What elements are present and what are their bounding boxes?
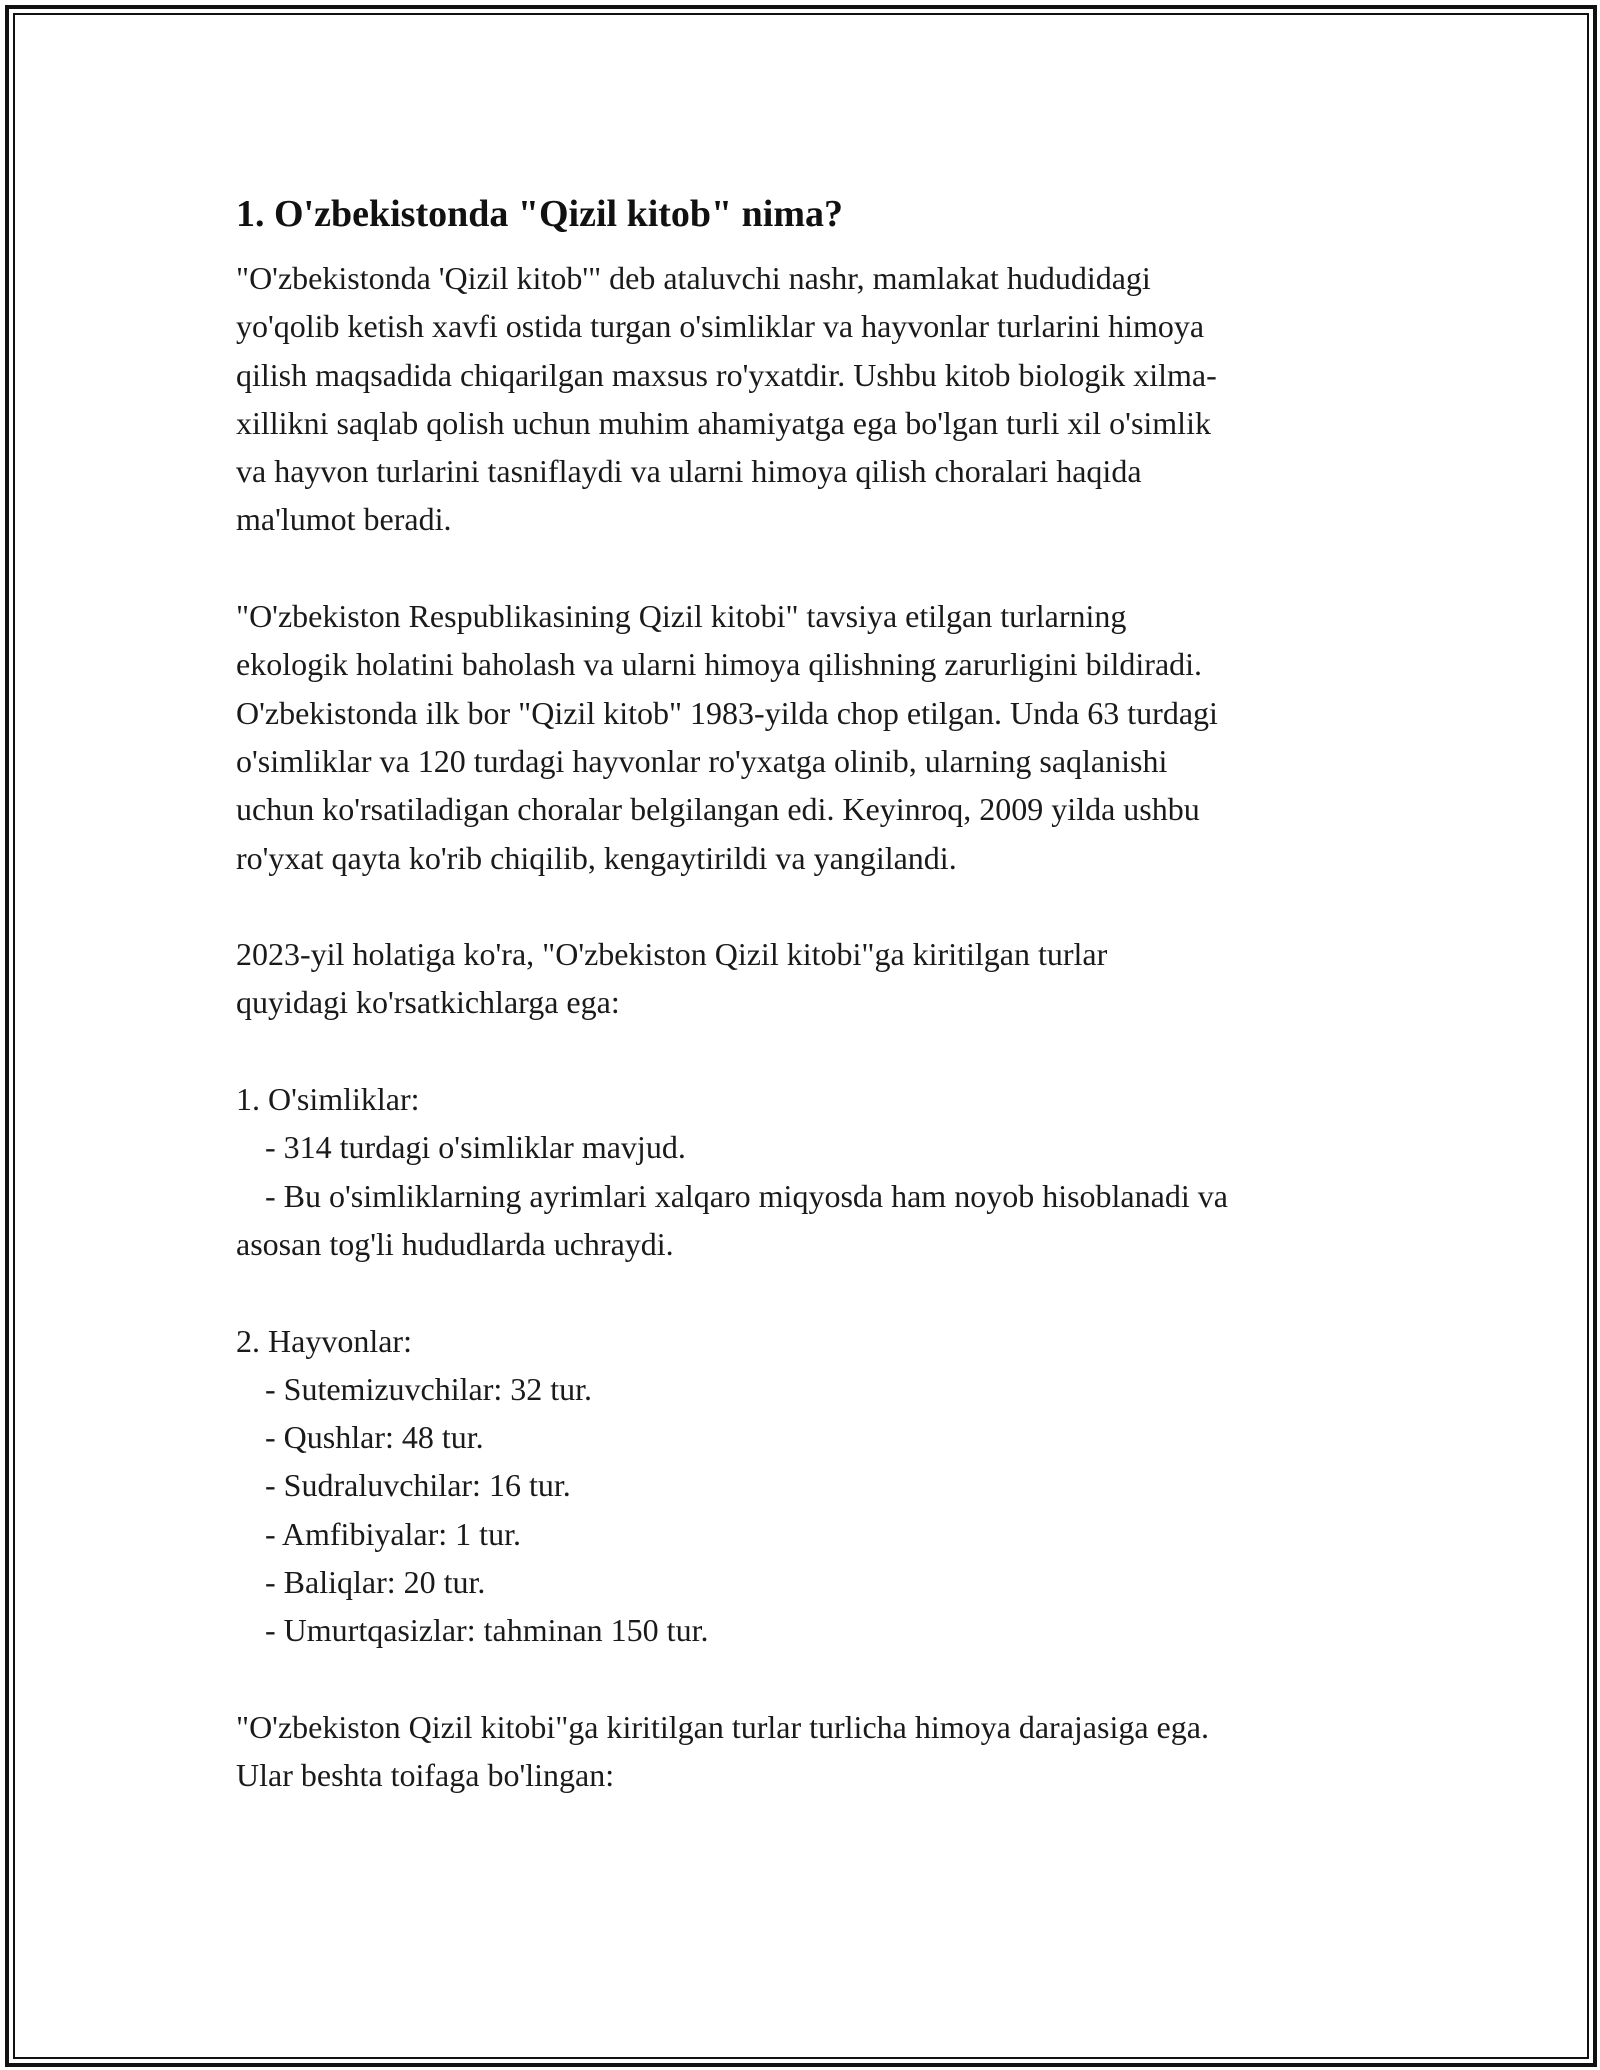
paragraph-closing: "O'zbekiston Qizil kitobi"ga kiritilgan turlar turlicha himoya darajasiga ega. Ular beshta toifaga bo'lingan: [236,1708,1209,1794]
list-item: - Baliqlar: 20 tur. [265,1564,486,1601]
paragraph-history: "O'zbekiston Respublikasining Qizil kitobi" tavsiya etilgan turlarning ekologik holatini baholash va ularni himoya qilishning zarurligini bildiradi. O'zbekistonda ilk bor "Qizil kitob" 1983-yilda chop etilgan. Unda 63 turdagi o'simliklar va 120 turdagi hayvonlar ro'yxatga olinib, ularning saqlanishi uchun ko'rsatiladigan choralar belgilangan edi. Keyinroq, 2009 yilda ushbu ro'yxat qayta ko'rib chiqilib, kengaytirildi va yangilandi. [236,598,1218,876]
list-item: - Qushlar: 48 tur. [265,1419,484,1456]
list-item: - Bu o'simliklarning ayrimlari xalqaro miqyosda ham noyob hisoblanadi va asosan tog'li hududlarda uchraydi. [236,1177,1228,1262]
list-item: - Amfibiyalar: 1 tur. [265,1515,521,1552]
plants-section [236,1075,1386,1268]
animals-section [236,1317,1386,1655]
list-item: - Umurtqasizlar: tahminan 150 tur. [265,1612,709,1649]
document-body [236,186,1386,1800]
paragraph-statistics-intro: 2023-yil holatiga ko'ra, "O'zbekiston Qizil kitobi"ga kiritilgan turlar quyidagi ko'rsatkichlarga ega: [236,936,1108,1021]
list-item: - 314 turdagi o'simliklar mavjud. [265,1129,686,1166]
section-heading: 1. O'zbekistonda "Qizil kitob" nima? [236,193,843,235]
list-item: - Sutemizuvchilar: 32 tur. [265,1370,593,1407]
animals-title: 2. Hayvonlar: [236,1322,412,1359]
list-item: - Sudraluvchilar: 16 tur. [265,1467,571,1504]
paragraph-intro: "O'zbekistonda 'Qizil kitob'" deb ataluvchi nashr, mamlakat hududidagi yo'qolib ketish xavfi ostida turgan o'simliklar va hayvonlar turlarini himoya qilish maqsadida chiqarilgan maxsus ro'yxatdir. Ushbu kitob biologik xilma- xillikni saqlab qolish uchun muhim ahamiyatga ega bo'lgan turli xil o'simlik va hayvon turlarini tasniflaydi va ularni himoya qilish choralari haqida ma'lumot beradi. [236,260,1217,538]
plants-title: 1. O'simliklar: [236,1081,420,1118]
